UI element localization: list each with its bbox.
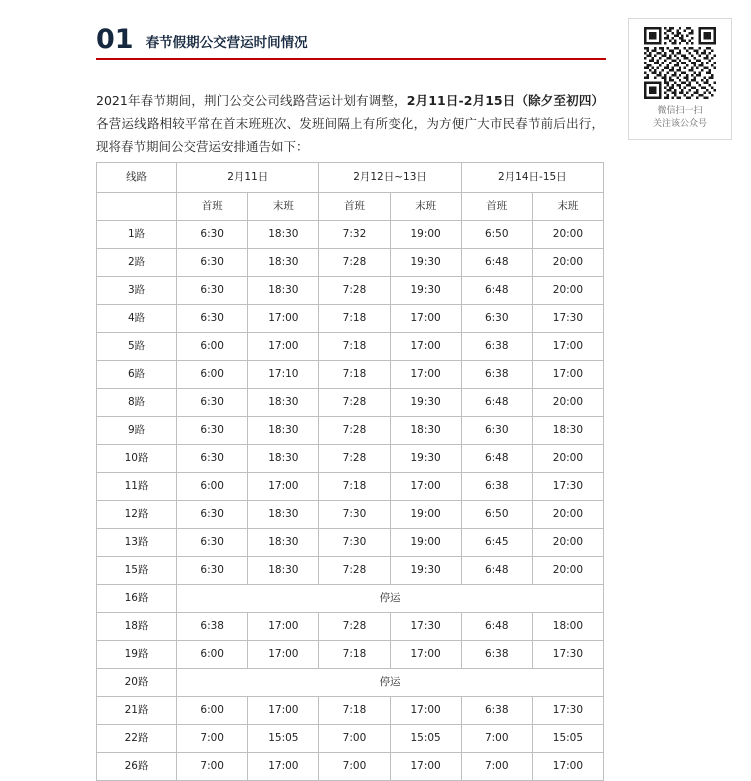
row-time-cell: 20:00 — [532, 445, 603, 473]
row-time-cell: 6:48 — [461, 445, 532, 473]
subheader-cell-2: 首班 — [319, 193, 390, 221]
row-time-cell: 6:38 — [461, 473, 532, 501]
row-time-cell: 7:18 — [319, 305, 390, 333]
row-time-cell: 19:30 — [390, 389, 461, 417]
section-header — [96, 20, 606, 66]
row-time-cell: 6:30 — [177, 249, 248, 277]
row-line-label: 4路 — [97, 305, 177, 333]
row-time-cell: 7:18 — [319, 641, 390, 669]
row-time-cell: 7:28 — [319, 389, 390, 417]
row-time-cell: 20:00 — [532, 221, 603, 249]
row-line-label: 21路 — [97, 697, 177, 725]
row-time-cell: 6:00 — [177, 333, 248, 361]
table-subheader-row — [97, 193, 604, 221]
table-row — [97, 585, 604, 613]
row-time-cell: 17:00 — [248, 753, 319, 781]
row-time-cell: 17:00 — [390, 305, 461, 333]
row-time-cell: 18:30 — [248, 277, 319, 305]
row-line-label: 20路 — [97, 669, 177, 697]
row-line-label: 16路 — [97, 585, 177, 613]
table-row — [97, 753, 604, 781]
row-time-cell: 18:30 — [532, 417, 603, 445]
intro-part2: 各营运线路相较平常在首末班班次、发班间隔上有所变化，为方便广大市民春节前后出行，现将春节期间公交营运安排通告如下： — [96, 115, 604, 154]
table-row — [97, 557, 604, 585]
qr-caption — [629, 105, 731, 131]
row-time-cell: 20:00 — [532, 501, 603, 529]
row-time-cell: 20:00 — [532, 277, 603, 305]
row-time-cell: 18:00 — [532, 613, 603, 641]
row-line-label: 26路 — [97, 753, 177, 781]
header-cell-line: 线路 — [97, 163, 177, 193]
row-time-cell: 6:38 — [461, 641, 532, 669]
row-time-cell: 7:32 — [319, 221, 390, 249]
row-time-cell: 15:05 — [390, 725, 461, 753]
subheader-cell-blank — [97, 193, 177, 221]
row-time-cell: 19:00 — [390, 529, 461, 557]
row-time-cell: 6:30 — [177, 417, 248, 445]
table-row — [97, 613, 604, 641]
row-suspended-cell: 停运 — [177, 585, 604, 613]
row-time-cell: 17:00 — [532, 333, 603, 361]
header-cell-date-1: 2月12日~13日 — [319, 163, 461, 193]
table-row — [97, 529, 604, 557]
row-time-cell: 18:30 — [248, 389, 319, 417]
row-time-cell: 6:48 — [461, 613, 532, 641]
row-time-cell: 18:30 — [248, 249, 319, 277]
row-time-cell: 17:00 — [532, 361, 603, 389]
row-time-cell: 19:30 — [390, 277, 461, 305]
row-time-cell: 6:30 — [177, 221, 248, 249]
row-time-cell: 17:00 — [248, 641, 319, 669]
row-time-cell: 6:30 — [177, 277, 248, 305]
row-line-label: 18路 — [97, 613, 177, 641]
table-row — [97, 473, 604, 501]
row-line-label: 19路 — [97, 641, 177, 669]
row-line-label: 9路 — [97, 417, 177, 445]
row-time-cell: 19:00 — [390, 221, 461, 249]
row-line-label: 22路 — [97, 725, 177, 753]
row-time-cell: 6:30 — [177, 501, 248, 529]
row-time-cell: 17:00 — [248, 333, 319, 361]
row-line-label: 5路 — [97, 333, 177, 361]
row-time-cell: 6:30 — [177, 389, 248, 417]
table-row — [97, 389, 604, 417]
qr-caption-line2: 关注该公众号 — [652, 119, 707, 129]
row-time-cell: 6:38 — [461, 333, 532, 361]
row-time-cell: 6:30 — [177, 445, 248, 473]
intro-part1: 2021年春节期间，荆门公交公司线路营运计划有调整， — [96, 92, 407, 108]
row-time-cell: 18:30 — [248, 557, 319, 585]
row-suspended-cell: 停运 — [177, 669, 604, 697]
row-line-label: 15路 — [97, 557, 177, 585]
row-time-cell: 18:30 — [248, 221, 319, 249]
row-time-cell: 17:00 — [390, 697, 461, 725]
subheader-cell-3: 末班 — [390, 193, 461, 221]
row-time-cell: 7:28 — [319, 277, 390, 305]
row-time-cell: 6:30 — [461, 417, 532, 445]
row-time-cell: 7:28 — [319, 249, 390, 277]
row-line-label: 1路 — [97, 221, 177, 249]
row-time-cell: 7:00 — [177, 725, 248, 753]
table-row — [97, 501, 604, 529]
row-time-cell: 18:30 — [248, 417, 319, 445]
row-time-cell: 6:00 — [177, 641, 248, 669]
row-time-cell: 7:18 — [319, 473, 390, 501]
row-time-cell: 7:28 — [319, 417, 390, 445]
table-row — [97, 725, 604, 753]
qr-code-icon — [644, 27, 716, 99]
wechat-qr-box — [628, 18, 732, 140]
row-time-cell: 6:48 — [461, 249, 532, 277]
row-time-cell: 20:00 — [532, 529, 603, 557]
table-row — [97, 249, 604, 277]
row-time-cell: 6:30 — [461, 305, 532, 333]
header-divider — [96, 58, 606, 60]
row-time-cell: 17:00 — [390, 333, 461, 361]
row-time-cell: 7:00 — [319, 753, 390, 781]
row-time-cell: 6:50 — [461, 221, 532, 249]
subheader-cell-1: 末班 — [248, 193, 319, 221]
row-time-cell: 7:18 — [319, 333, 390, 361]
row-time-cell: 6:48 — [461, 277, 532, 305]
row-time-cell: 7:18 — [319, 697, 390, 725]
row-time-cell: 17:00 — [248, 305, 319, 333]
row-time-cell: 19:30 — [390, 557, 461, 585]
row-time-cell: 20:00 — [532, 389, 603, 417]
row-time-cell: 7:00 — [461, 753, 532, 781]
row-time-cell: 6:45 — [461, 529, 532, 557]
row-time-cell: 17:00 — [390, 641, 461, 669]
row-line-label: 2路 — [97, 249, 177, 277]
table-row — [97, 305, 604, 333]
row-time-cell: 17:00 — [248, 473, 319, 501]
table-row — [97, 445, 604, 473]
row-time-cell: 18:30 — [248, 529, 319, 557]
row-time-cell: 7:30 — [319, 529, 390, 557]
row-line-label: 13路 — [97, 529, 177, 557]
row-line-label: 11路 — [97, 473, 177, 501]
row-time-cell: 17:30 — [532, 641, 603, 669]
row-time-cell: 17:30 — [532, 697, 603, 725]
intro-paragraph — [96, 89, 604, 158]
row-time-cell: 19:30 — [390, 249, 461, 277]
row-time-cell: 15:05 — [248, 725, 319, 753]
table-row — [97, 361, 604, 389]
row-line-label: 3路 — [97, 277, 177, 305]
row-time-cell: 17:00 — [390, 473, 461, 501]
row-time-cell: 17:30 — [532, 473, 603, 501]
row-time-cell: 17:10 — [248, 361, 319, 389]
row-time-cell: 17:00 — [390, 753, 461, 781]
row-time-cell: 7:30 — [319, 501, 390, 529]
qr-caption-line1: 微信扫一扫 — [657, 106, 703, 116]
row-line-label: 10路 — [97, 445, 177, 473]
subheader-cell-5: 末班 — [532, 193, 603, 221]
table-header-row — [97, 163, 604, 193]
header-cell-date-0: 2月11日 — [177, 163, 319, 193]
schedule-table-wrap — [96, 162, 604, 781]
row-time-cell: 6:38 — [461, 361, 532, 389]
row-time-cell: 6:48 — [461, 557, 532, 585]
section-number: 01 — [96, 24, 134, 55]
row-time-cell: 6:00 — [177, 361, 248, 389]
row-time-cell: 18:30 — [248, 445, 319, 473]
row-time-cell: 19:00 — [390, 501, 461, 529]
table-row — [97, 333, 604, 361]
row-time-cell: 7:28 — [319, 613, 390, 641]
row-line-label: 12路 — [97, 501, 177, 529]
row-time-cell: 7:00 — [319, 725, 390, 753]
row-time-cell: 17:00 — [532, 753, 603, 781]
intro-bold-dates: 2月11日-2月15日（除夕至初四） — [406, 92, 604, 108]
table-row — [97, 417, 604, 445]
row-time-cell: 6:38 — [177, 613, 248, 641]
row-time-cell: 6:30 — [177, 305, 248, 333]
table-row — [97, 641, 604, 669]
row-time-cell: 15:05 — [532, 725, 603, 753]
section-title: 春节假期公交营运时间情况 — [145, 35, 308, 51]
row-time-cell: 6:48 — [461, 389, 532, 417]
row-line-label: 6路 — [97, 361, 177, 389]
row-time-cell: 7:18 — [319, 361, 390, 389]
row-time-cell: 7:00 — [177, 753, 248, 781]
table-row — [97, 697, 604, 725]
table-row — [97, 221, 604, 249]
row-time-cell: 20:00 — [532, 557, 603, 585]
table-row — [97, 669, 604, 697]
row-time-cell: 6:30 — [177, 557, 248, 585]
table-row — [97, 277, 604, 305]
row-time-cell: 7:28 — [319, 557, 390, 585]
row-time-cell: 17:30 — [390, 613, 461, 641]
row-time-cell: 6:30 — [177, 529, 248, 557]
row-time-cell: 19:30 — [390, 445, 461, 473]
row-time-cell: 7:28 — [319, 445, 390, 473]
row-time-cell: 18:30 — [390, 417, 461, 445]
row-time-cell: 6:38 — [461, 697, 532, 725]
header-cell-date-2: 2月14日-15日 — [461, 163, 603, 193]
row-time-cell: 18:30 — [248, 501, 319, 529]
row-time-cell: 6:00 — [177, 697, 248, 725]
row-time-cell: 20:00 — [532, 249, 603, 277]
row-time-cell: 17:30 — [532, 305, 603, 333]
row-line-label: 8路 — [97, 389, 177, 417]
subheader-cell-4: 首班 — [461, 193, 532, 221]
row-time-cell: 17:00 — [390, 361, 461, 389]
header-row — [96, 20, 606, 54]
row-time-cell: 7:00 — [461, 725, 532, 753]
subheader-cell-0: 首班 — [177, 193, 248, 221]
row-time-cell: 17:00 — [248, 613, 319, 641]
row-time-cell: 6:00 — [177, 473, 248, 501]
row-time-cell: 6:50 — [461, 501, 532, 529]
row-time-cell: 17:00 — [248, 697, 319, 725]
bus-schedule-table — [96, 162, 604, 781]
